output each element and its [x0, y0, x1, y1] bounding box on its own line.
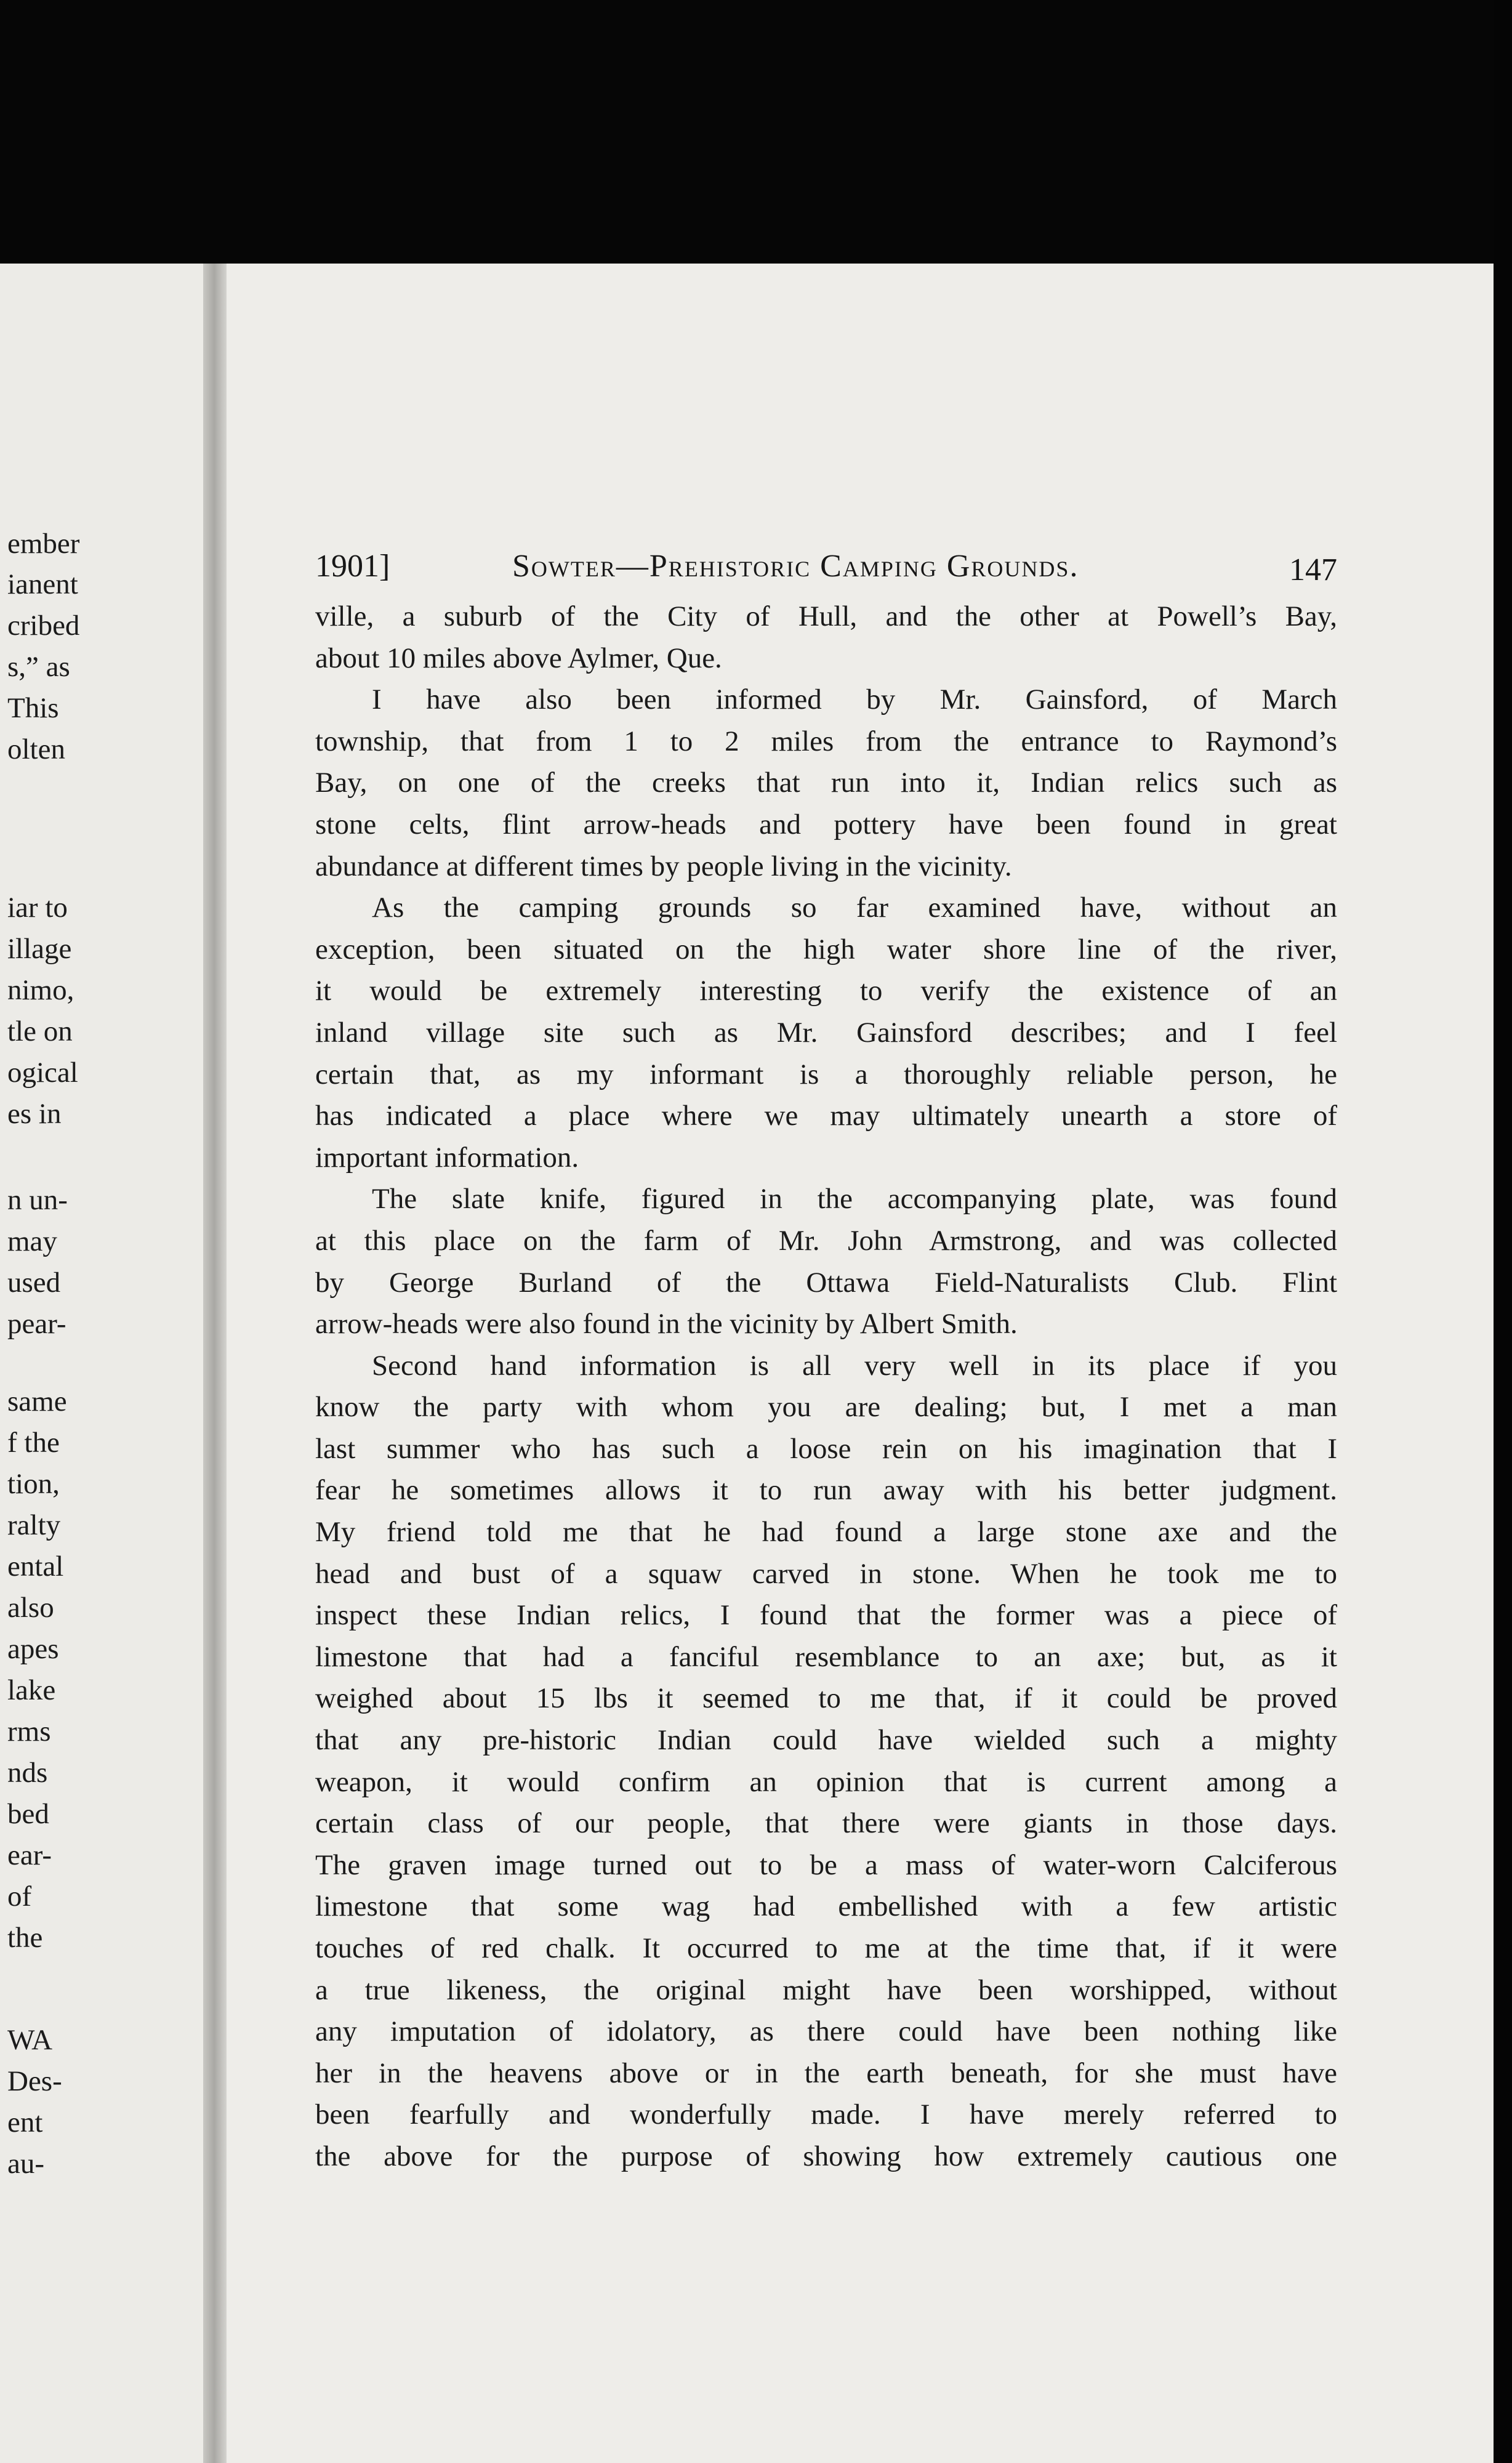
left-fragment: bed [7, 1798, 49, 1830]
text-line: know the party with whom you are dealing; but, I met a man [315, 1391, 1337, 1424]
body-text [315, 596, 1337, 2178]
text-line: a true likeness, the original might have been worshipped, without [315, 1973, 1337, 2006]
left-fragment: ralty [7, 1509, 61, 1541]
left-fragment: illage [7, 933, 72, 965]
text-line: stone celts, flint arrow-heads and pottery have been found in great [315, 808, 1337, 840]
left-fragment: pear- [7, 1308, 66, 1340]
left-fragment: may [7, 1225, 57, 1257]
text-line: touches of red chalk. It occurred to me at the time that, if it were [315, 1932, 1337, 1964]
text-line: any imputation of idolatory, as there could have been nothing like [315, 2015, 1337, 2048]
left-fragment: es in [7, 1098, 62, 1130]
left-fragment: This [7, 692, 59, 724]
left-fragment: ental [7, 1550, 64, 1582]
text-line: at this place on the farm of Mr. John Armstrong, and was collected [315, 1224, 1337, 1257]
text-line: her in the heavens above or in the earth beneath, for she must have [315, 2057, 1337, 2089]
dark-background [0, 0, 1512, 264]
text-line: has indicated a place where we may ultimately unearth a store of [315, 1100, 1337, 1132]
left-fragment: same [7, 1385, 67, 1417]
left-fragment: iar to [7, 892, 68, 924]
left-fragment: WA [7, 2024, 53, 2056]
text-line: My friend told me that he had found a large stone axe and the [315, 1516, 1337, 1549]
left-fragment: tle on [7, 1015, 73, 1047]
text-line: ville, a suburb of the City of Hull, and the other at Powell’s Bay, [315, 600, 1337, 632]
left-fragment: ember [7, 528, 80, 560]
dark-right-edge [1494, 0, 1512, 2463]
text-line: been fearfully and wonderfully made. I have merely referred to [315, 2098, 1337, 2131]
header-title: Sowter—Prehistoric Camping Grounds. [512, 549, 1079, 584]
text-line: that any pre-historic Indian could have wielded such a mighty [315, 1724, 1337, 1757]
text-line: limestone that had a fanciful resemblance to an axe; but, as it [315, 1640, 1337, 1673]
left-fragment: au- [7, 2148, 45, 2180]
text-line: Second hand information is all very well in its place if you [372, 1349, 1337, 1382]
text-line: important information. [315, 1141, 579, 1174]
left-fragment: ogical [7, 1057, 78, 1089]
left-fragment: rms [7, 1715, 51, 1747]
text-line: it would be extremely interesting to verify the existence of an [315, 975, 1337, 1007]
text-line: last summer who has such a loose rein on his imagination that I [315, 1432, 1337, 1465]
left-fragment: nds [7, 1757, 48, 1789]
left-fragment: the [7, 1922, 43, 1954]
text-line: limestone that some wag had embellished with a few artistic [315, 1890, 1337, 1923]
left-fragment: also [7, 1592, 54, 1624]
left-fragment: s,” as [7, 651, 70, 683]
text-line: by George Burland of the Ottawa Field-Naturalists Club. Flint [315, 1266, 1337, 1299]
text-line: inland village site such as Mr. Gainsford describes; and I feel [315, 1016, 1337, 1049]
text-line: Bay, on one of the creeks that run into it, Indian relics such as [315, 767, 1337, 799]
left-fragment: Des- [7, 2065, 62, 2097]
text-line: The graven image turned out to be a mass of water-worn Calciferous [315, 1848, 1337, 1881]
running-header [315, 548, 1337, 591]
text-line: certain class of our people, that there were giants in those days. [315, 1807, 1337, 1840]
text-line: As the camping grounds so far examined have, without an [372, 892, 1337, 924]
left-fragment: of [7, 1881, 32, 1913]
book-gutter [203, 264, 228, 2463]
text-line: I have also been informed by Mr. Gainsford, of March [372, 683, 1337, 716]
left-fragment: f the [7, 1427, 60, 1459]
text-line: abundance at different times by people living in the vicinity. [315, 850, 1012, 882]
left-fragment: olten [7, 733, 65, 765]
header-year: 1901] [315, 549, 390, 584]
left-page-edge [0, 264, 209, 2463]
left-fragment: nimo, [7, 974, 74, 1006]
text-line: weapon, it would confirm an opinion that is current among a [315, 1765, 1337, 1798]
left-fragment: ent [7, 2106, 43, 2138]
left-fragment: lake [7, 1674, 56, 1706]
left-fragment: n un- [7, 1184, 68, 1216]
text-line: weighed about 15 lbs it seemed to me that, if it could be proved [315, 1682, 1337, 1715]
text-line: arrow-heads were also found in the vicinity by Albert Smith. [315, 1308, 1018, 1340]
text-line: certain that, as my informant is a thoroughly reliable person, he [315, 1058, 1337, 1090]
text-line: about 10 miles above Aylmer, Que. [315, 642, 722, 674]
text-line: township, that from 1 to 2 miles from the entrance to Raymond’s [315, 725, 1337, 757]
text-line: the above for the purpose of showing how extremely cautious one [315, 2140, 1337, 2172]
text-line: fear he sometimes allows it to run away with his better judgment. [315, 1474, 1337, 1507]
text-line: head and bust of a squaw carved in stone. When he took me to [315, 1557, 1337, 1590]
text-line: inspect these Indian relics, I found that the former was a piece of [315, 1599, 1337, 1632]
left-fragment: tion, [7, 1468, 60, 1500]
text-line: exception, been situated on the high water shore line of the river, [315, 933, 1337, 965]
document-page [227, 264, 1494, 2463]
left-fragment: cribed [7, 610, 80, 642]
text-line: The slate knife, figured in the accompanying plate, was found [372, 1183, 1337, 1215]
left-fragment: ianent [7, 568, 78, 600]
page-number: 147 [1289, 552, 1337, 587]
left-fragment: used [7, 1267, 61, 1299]
left-fragment: ear- [7, 1839, 52, 1871]
left-fragment: apes [7, 1633, 59, 1665]
